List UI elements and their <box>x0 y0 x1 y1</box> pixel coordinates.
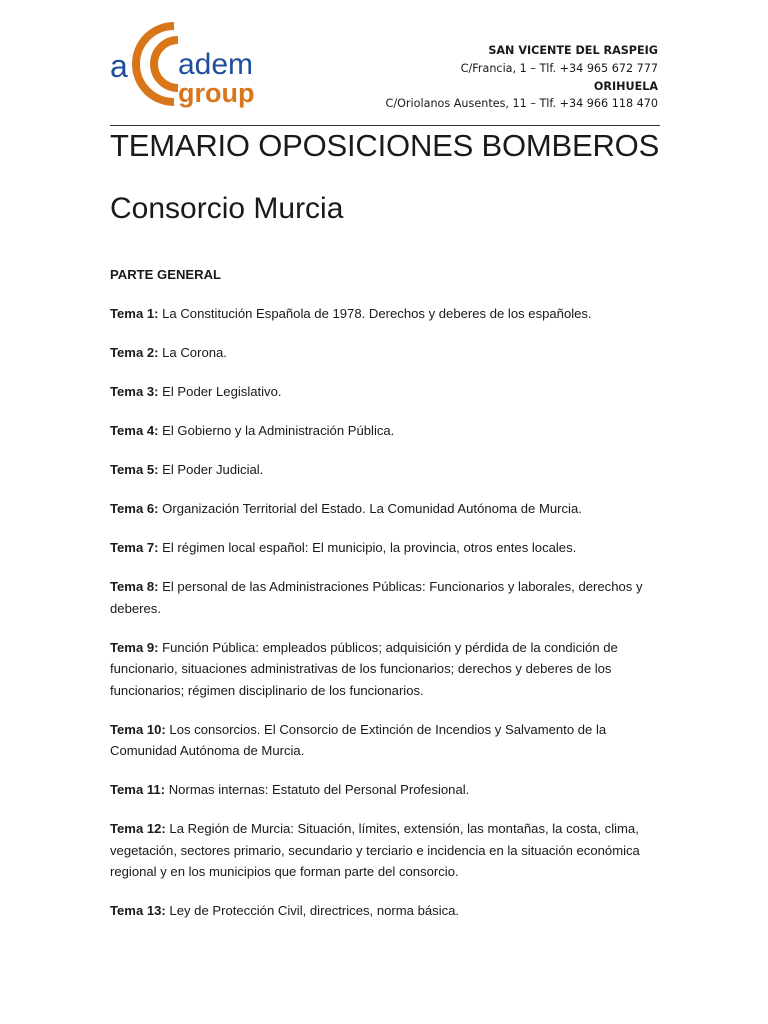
topic-text: Organización Territorial del Estado. La Comunidad Autónoma de Murcia. <box>158 501 582 516</box>
topic-text: El régimen local español: El municipio, la provincia, otros entes locales. <box>158 540 577 555</box>
logo-word-adem: adem <box>178 48 254 81</box>
topic-label: Tema 5: <box>110 462 159 477</box>
topic-item <box>110 381 662 403</box>
topic-text: La Corona. <box>158 345 227 360</box>
topic-text: La Región de Murcia: Situación, límites, extensión, las montañas, la costa, clima, vegetación, sectores primario, secundario y terciario e incidencia en la situación económica regional y en los municipios que forman parte del consorcio. <box>110 821 640 879</box>
topic-text: Ley de Protección Civil, directrices, norma básica. <box>165 903 460 918</box>
document-title: TEMARIO OPOSICIONES BOMBEROS <box>110 128 660 163</box>
topic-item <box>110 818 662 883</box>
academ-group-logo <box>108 22 268 112</box>
topic-label: Tema 9: <box>110 639 159 655</box>
topic-text: Normas internas: Estatuto del Personal Profesional. <box>165 782 470 797</box>
topic-label: Tema 12: <box>110 821 166 836</box>
contact-address-orihuela: C/Oriolanos Ausentes, 11 – Tlf. +34 966 118 470 <box>385 97 658 111</box>
logo-letter-a: a <box>110 48 128 84</box>
document-subtitle: Consorcio Murcia <box>110 192 344 225</box>
topic-label: Tema 6: <box>110 501 159 516</box>
topic-item <box>110 537 662 559</box>
document-body <box>110 264 662 939</box>
topic-text: El Poder Judicial. <box>158 462 264 477</box>
header-divider <box>110 125 660 126</box>
topic-item <box>110 637 662 702</box>
topic-item <box>110 420 662 442</box>
topic-item <box>110 303 662 325</box>
topic-item <box>110 719 662 762</box>
contact-address-san-vicente: C/Francia, 1 – Tlf. +34 965 672 777 <box>460 61 658 75</box>
topic-text: El Gobierno y la Administración Pública. <box>158 423 395 438</box>
contact-city-san-vicente: SAN VICENTE DEL RASPEIG <box>488 44 658 57</box>
topic-label: Tema 3: <box>110 384 159 399</box>
contact-block <box>386 42 658 113</box>
topic-label: Tema 1: <box>110 306 159 321</box>
topic-item <box>110 576 662 619</box>
topic-item <box>110 900 662 922</box>
contact-city-orihuela: ORIHUELA <box>593 79 658 93</box>
section-heading: PARTE GENERAL <box>110 267 222 282</box>
topic-label: Tema 7: <box>110 540 159 555</box>
topic-text: La Constitución Española de 1978. Derechos y deberes de los españoles. <box>158 306 592 321</box>
topic-item <box>110 342 662 364</box>
academ-logo-icon <box>108 22 268 112</box>
topic-text: Los consorcios. El Consorcio de Extinción de Incendios y Salvamento de la Comunidad Autónoma de Murcia. <box>110 721 607 758</box>
topic-item <box>110 498 662 520</box>
topic-label: Tema 4: <box>110 423 159 438</box>
topic-label: Tema 13: <box>110 903 166 918</box>
topic-label: Tema 11: <box>110 782 166 797</box>
topic-label: Tema 2: <box>110 345 159 360</box>
topic-text: Función Pública: empleados públicos; adquisición y pérdida de la condición de funcionario, situaciones administrativas de los funcionarios; derechos y deberes de los funcionarios; régimen disciplinario de los funcionarios. <box>110 639 618 698</box>
topic-label: Tema 8: <box>110 579 159 594</box>
topic-item <box>110 459 662 481</box>
topic-label: Tema 10: <box>110 721 166 737</box>
topic-text: El personal de las Administraciones Públicas: Funcionarios y laborales, derechos y deberes. <box>110 579 643 616</box>
topic-item <box>110 779 662 801</box>
logo-word-group: group <box>178 78 255 108</box>
topic-text: El Poder Legislativo. <box>158 384 282 399</box>
